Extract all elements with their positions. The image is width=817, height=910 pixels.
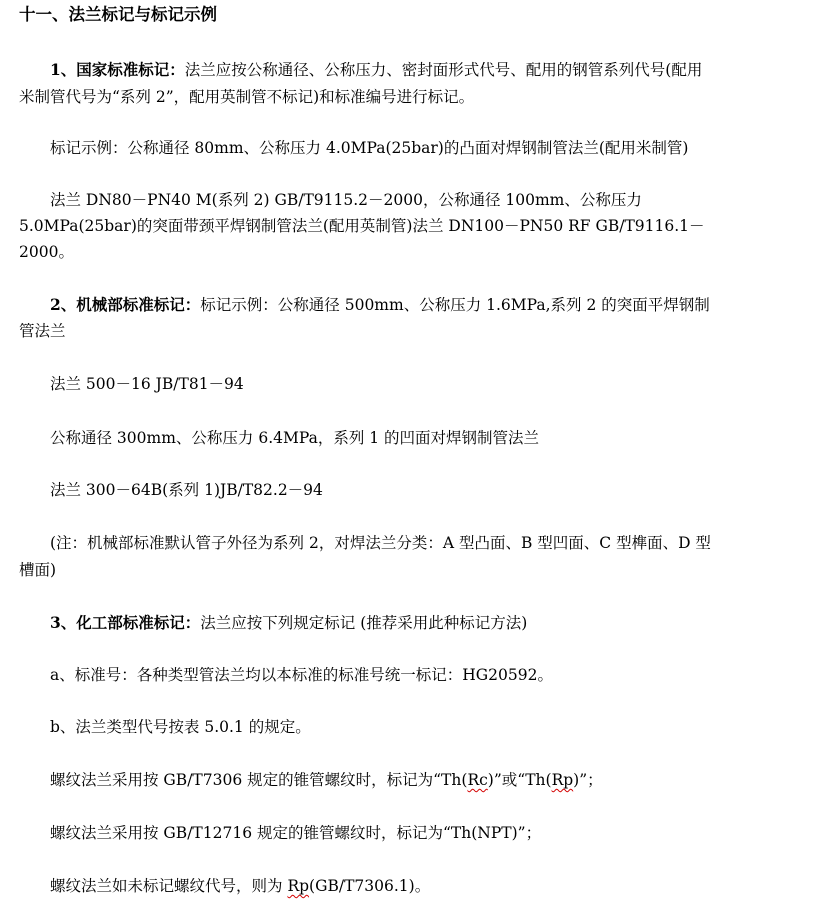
- chemical-item-a: a、标准号：各种类型管法兰均以本标准的标准号统一标记：HG20592。: [50, 666, 553, 684]
- chemical-standard-label: 3、化工部标准标记：: [50, 613, 201, 632]
- national-standard-paragraph: [50, 60, 702, 80]
- national-standard-example: 标记示例：公称通径 80mm、公称压力 4.0MPa(25bar)的凸面对焊钢制管法兰(配用米制管): [50, 139, 689, 157]
- machinery-mark-1: 法兰 500－16 JB/T81－94: [50, 375, 244, 393]
- thread-rule-1-pre: 螺纹法兰采用按 GB/T7306 规定的锥管螺纹时，标记为“Th(: [50, 771, 468, 789]
- machinery-mark-2: 法兰 300－64B(系列 1)JB/T82.2－94: [50, 481, 323, 499]
- national-standard-detail-2: 5.0MPa(25bar)的突面带颈平焊钢制管法兰(配用英制管)法兰 DN100－PN50 RF GB/T9116.1－: [19, 217, 705, 235]
- machinery-standard-text-1: 标记示例：公称通径 500mm、公称压力 1.6MPa,系列 2 的突面平焊钢制: [200, 296, 710, 314]
- national-standard-detail-1: 法兰 DN80－PN40 M(系列 2) GB/T9115.2－2000，公称通径 100mm、公称压力: [50, 191, 642, 209]
- thread-rule-1: [50, 770, 603, 790]
- thread-rule-1-mid: )”或“Th(: [487, 771, 552, 789]
- machinery-standard-text-2: 管法兰: [19, 322, 66, 340]
- thread-rule-3: [50, 876, 430, 896]
- national-standard-detail-3: 2000。: [19, 243, 74, 261]
- thread-rule-3-post: (GB/T7306.1)。: [309, 877, 431, 895]
- section-title: 十一、法兰标记与标记示例: [19, 5, 217, 24]
- machinery-standard-label: 2、机械部标准标记：: [50, 295, 201, 314]
- chemical-standard-text: 法兰应按下列规定标记 (推荐采用此种标记方法): [200, 614, 528, 632]
- machinery-note-2: 槽面): [19, 561, 57, 579]
- thread-rule-3-pre: 螺纹法兰如未标记螺纹代号，则为: [50, 877, 288, 895]
- thread-code-rc: Rc: [467, 771, 488, 789]
- machinery-example-2: 公称通径 300mm、公称压力 6.4MPa，系列 1 的凹面对焊钢制管法兰: [50, 429, 540, 447]
- thread-default-code-rp: Rp: [287, 877, 310, 895]
- machinery-standard-paragraph: [50, 295, 710, 315]
- national-standard-text-2: 米制管代号为“系列 2”，配用英制管不标记)和标准编号进行标记。: [19, 88, 475, 106]
- machinery-note-1: (注：机械部标准默认管子外径为系列 2，对焊法兰分类：A 型凸面、B 型凹面、C 型榫面、D 型: [50, 534, 711, 552]
- thread-rule-2: 螺纹法兰采用按 GB/T12716 规定的锥管螺纹时，标记为“Th(NPT)”；: [50, 824, 542, 842]
- national-standard-text-1: 法兰应按公称通径、公称压力、密封面形式代号、配用的钢管系列代号(配用: [184, 61, 703, 79]
- chemical-standard-paragraph: [50, 613, 527, 633]
- chemical-item-b: b、法兰类型代号按表 5.0.1 的规定。: [50, 718, 311, 736]
- national-standard-label: 1、国家标准标记：: [50, 60, 185, 79]
- thread-rule-1-post: )”；: [573, 771, 603, 789]
- thread-code-rp: Rp: [551, 771, 574, 789]
